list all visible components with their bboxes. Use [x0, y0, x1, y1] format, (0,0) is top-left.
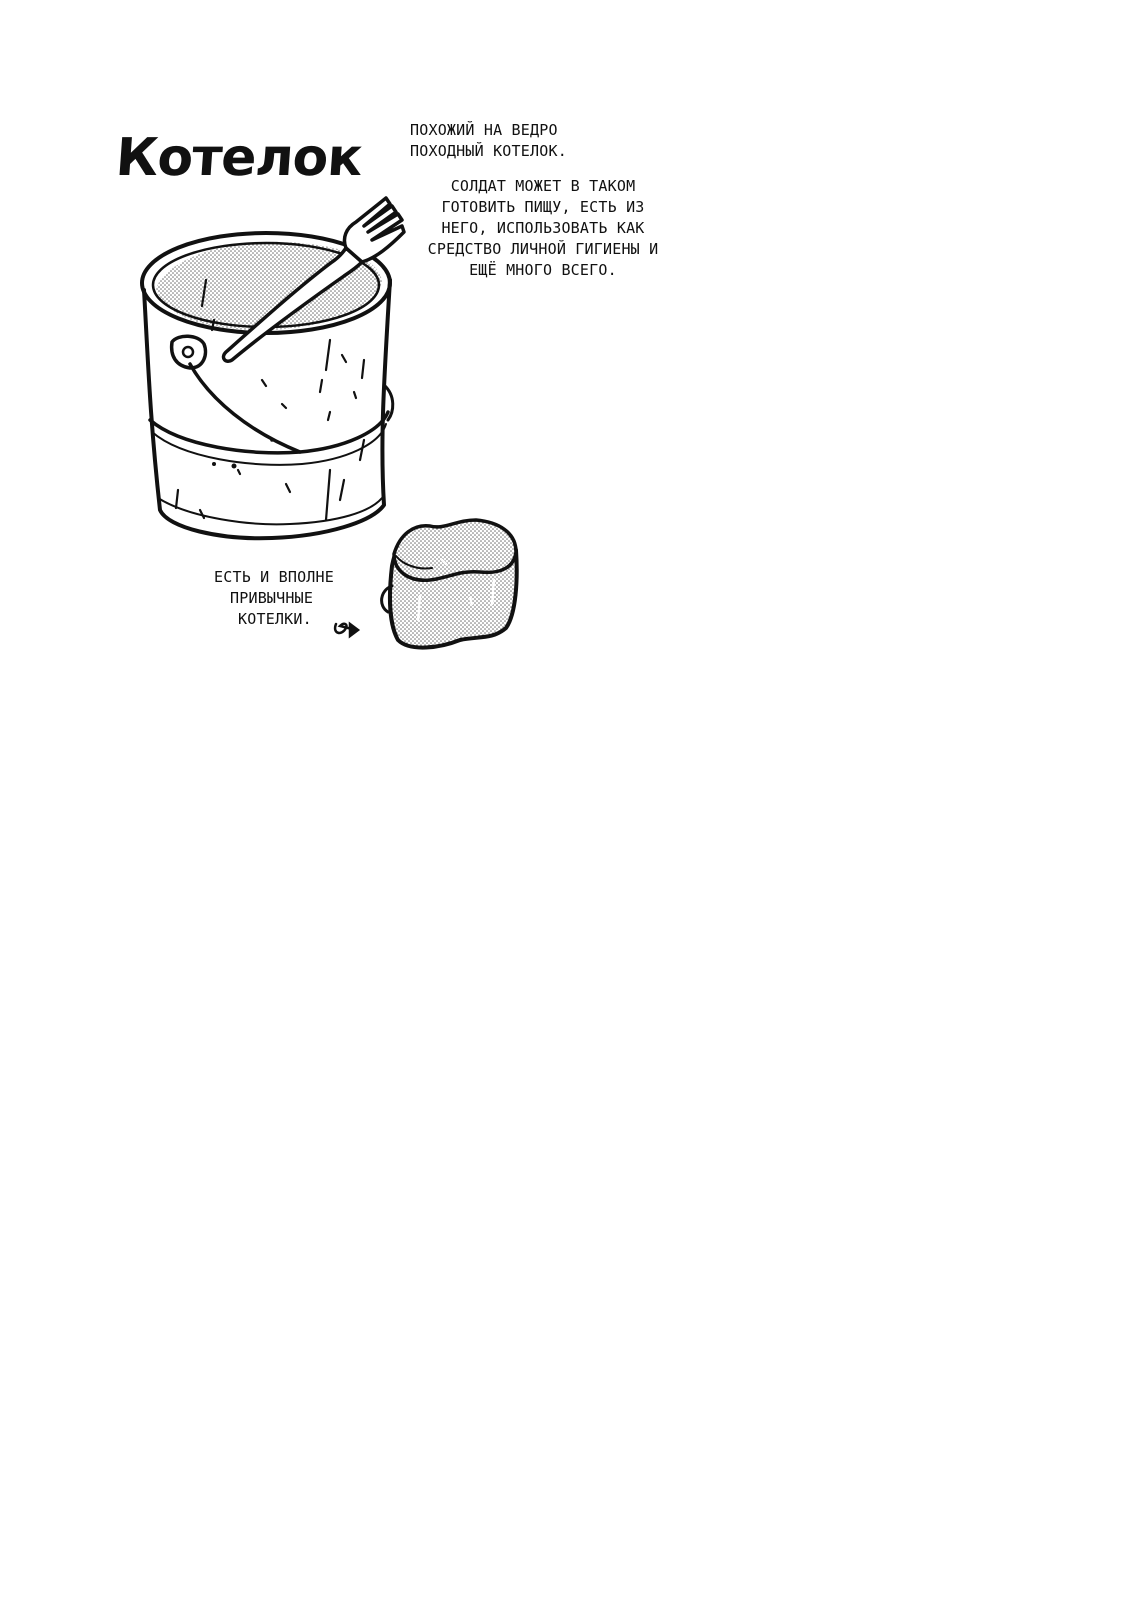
- caption-line: КОТЕЛКИ.: [238, 610, 312, 628]
- page-title: Котелок: [113, 128, 364, 188]
- caption-line: НЕГО, ИСПОЛЬЗОВАТЬ КАК: [441, 219, 645, 237]
- caption-line: ЕСТЬ И ВПОЛНЕ: [214, 568, 334, 586]
- mess-tin-drawing: [382, 520, 517, 648]
- bucket-pot-drawing: [142, 233, 393, 538]
- arrow-icon: [335, 624, 358, 636]
- caption-line: ПОХОЖИЙ НА ВЕДРО: [410, 121, 558, 139]
- caption-line: СОЛДАТ МОЖЕТ В ТАКОМ: [450, 177, 636, 195]
- caption-line: ЕЩЁ МНОГО ВСЕГО.: [469, 261, 617, 279]
- caption-line: ГОТОВИТЬ ПИЩУ, ЕСТЬ ИЗ: [441, 198, 645, 216]
- caption-line: СРЕДСТВО ЛИЧНОЙ ГИГИЕНЫ И: [427, 240, 659, 258]
- caption-line: ПРИВЫЧНЫЕ: [230, 589, 314, 607]
- caption-line: ПОХОДНЫЙ КОТЕЛОК.: [410, 142, 567, 160]
